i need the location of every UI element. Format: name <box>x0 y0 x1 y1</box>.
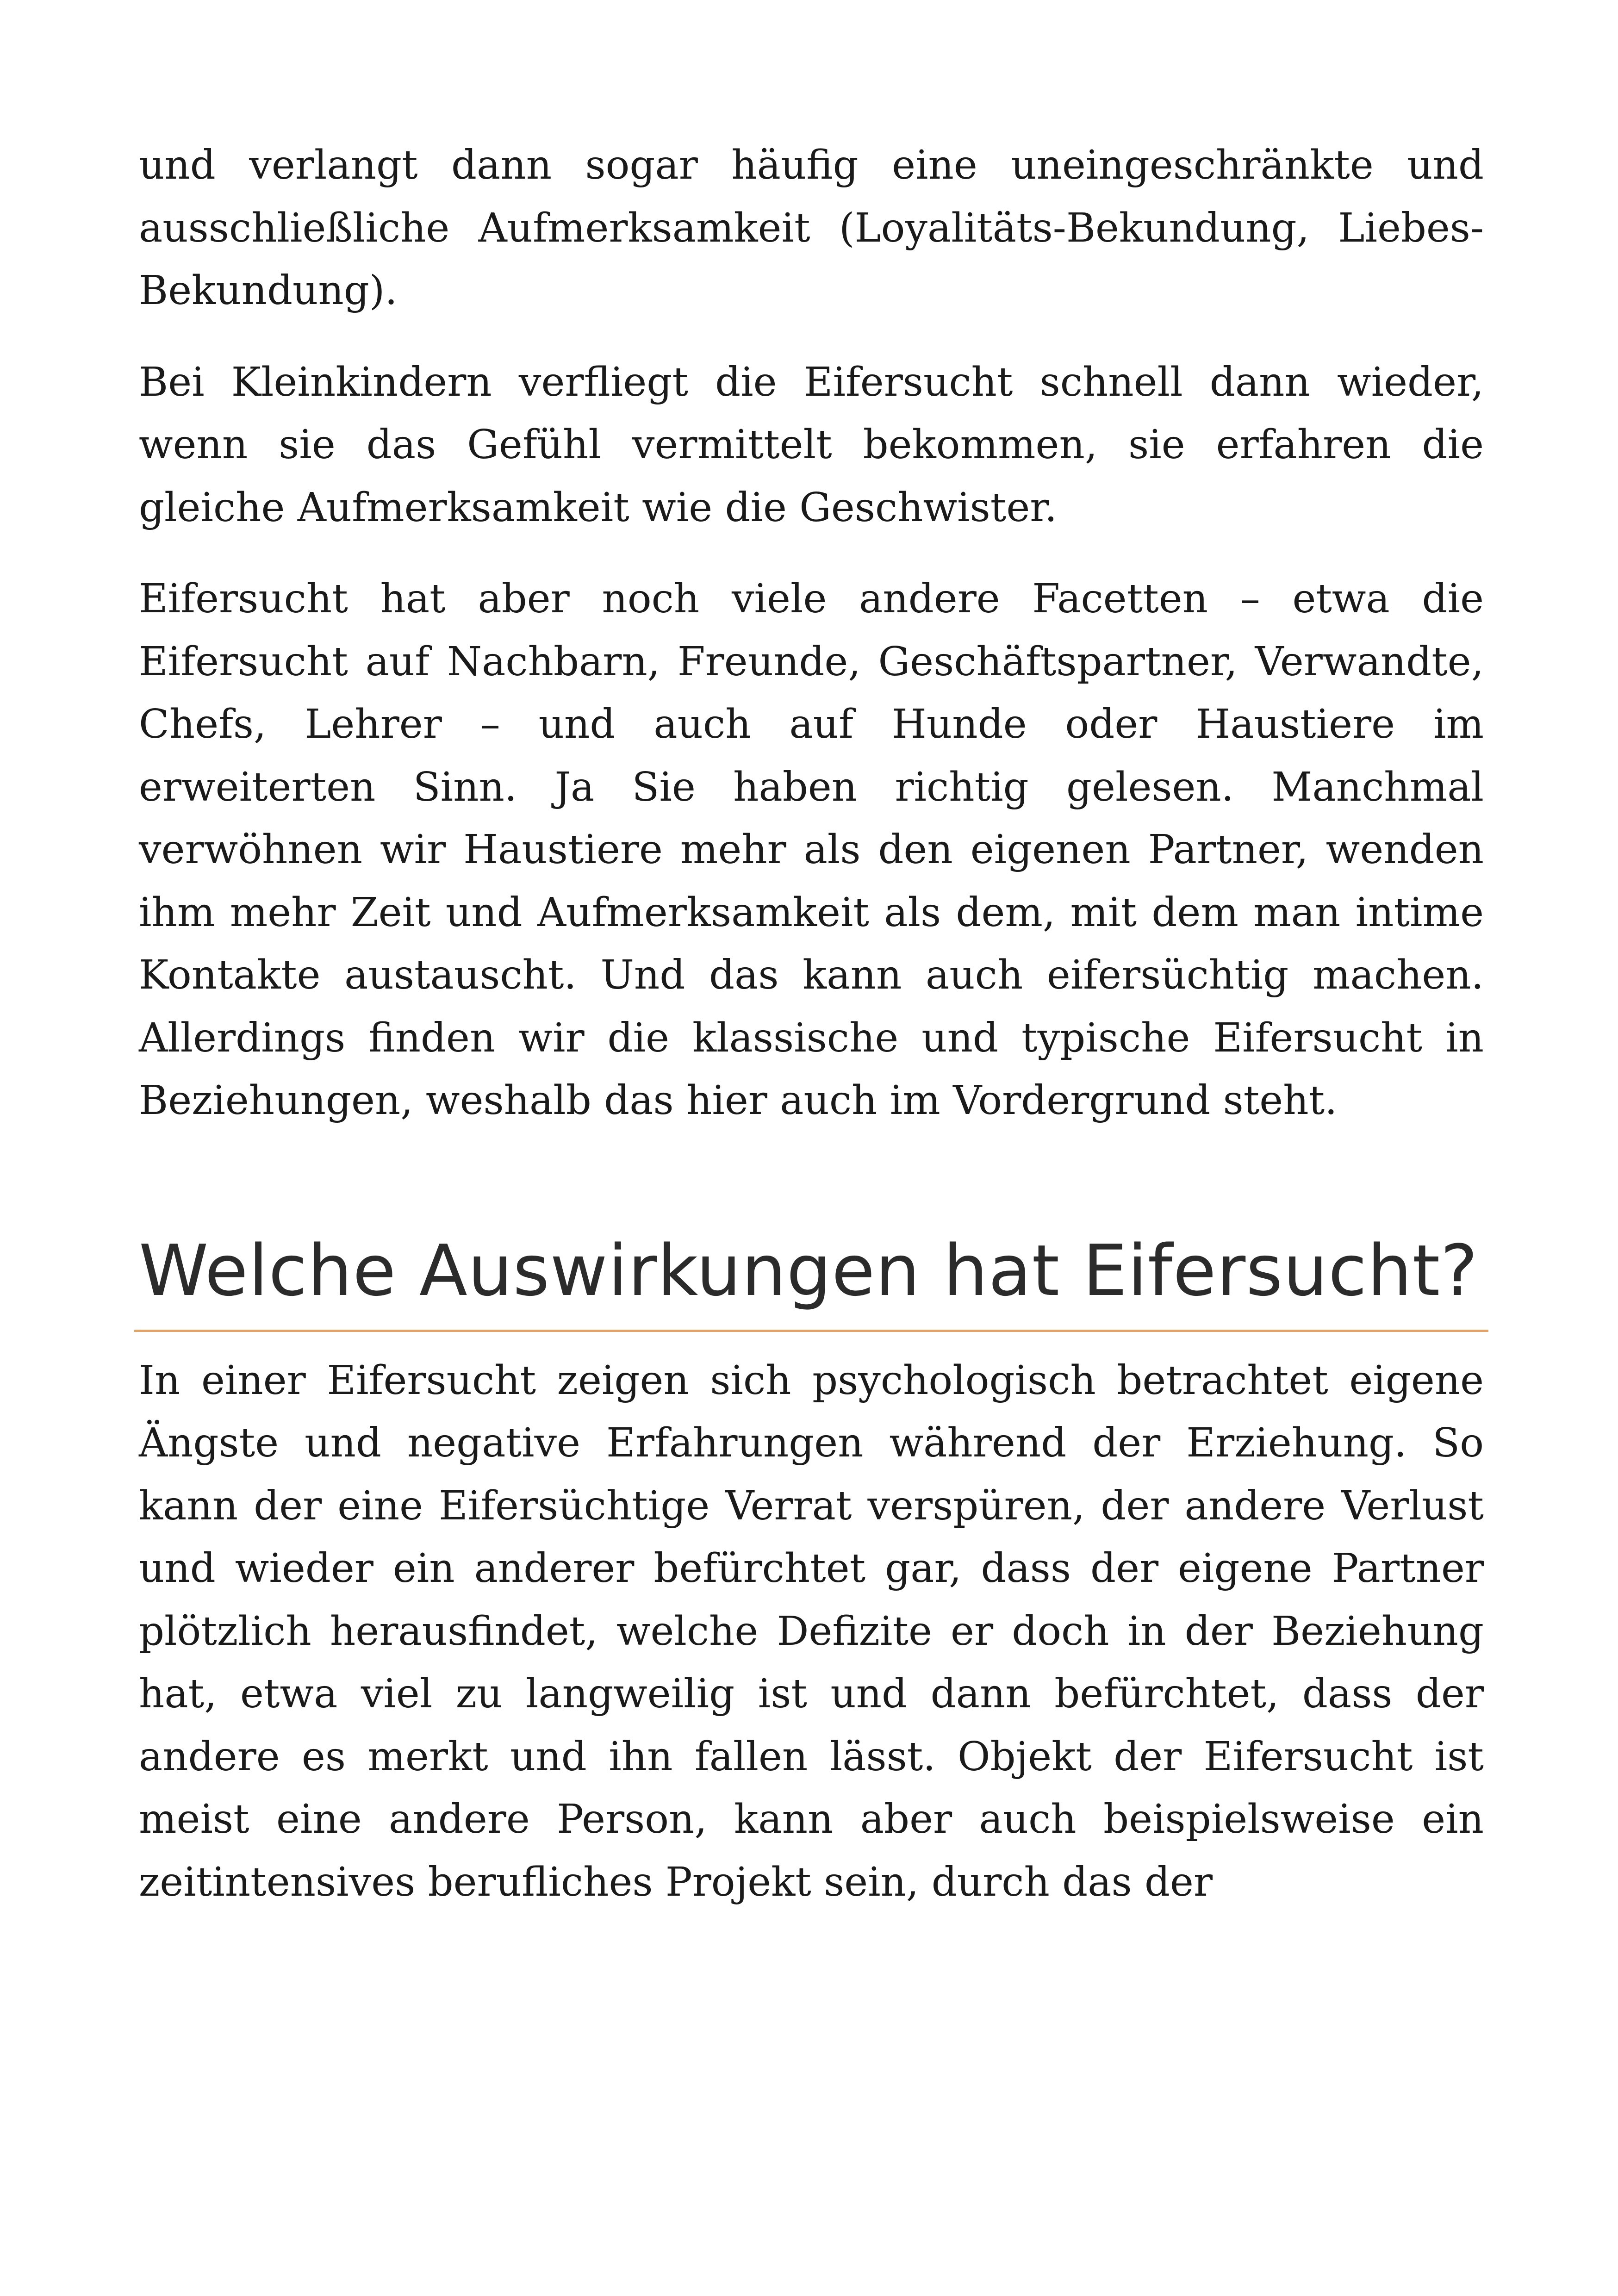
document-page <box>139 134 1484 1914</box>
paragraph-effects: In einer Eifersucht zeigen sich psychologisch betrachtet eigene Ängste und negative Erfahrungen während der Erziehung. So kann der eine Eifersüchtige Verrat verspüren, der andere Verlust und wieder ein anderer befürchtet gar, dass der eigene Partner plötzlich herausfindet, welche Defizite er doch in der Beziehung hat, etwa viel zu langweilig ist und dann befürchtet, dass der andere es merkt und ihn fallen lässt. Objekt der Eifersucht ist meist eine andere Person, kann aber auch beispielsweise ein zeitintensives berufliches Projekt sein, durch das der <box>139 1357 1484 1905</box>
paragraph-toddlers: Bei Kleinkindern verfliegt die Eifersucht schnell dann wieder, wenn sie das Gefühl vermittelt bekommen, sie erfahren die gleiche Aufmerksamkeit wie die Geschwister. <box>139 359 1484 531</box>
paragraph-loyalty: und verlangt dann sogar häufig eine uneingeschränkte und ausschließliche Aufmerksamkeit (Loyalitäts-Bekundung, Liebes-Bekundung). <box>139 142 1484 314</box>
paragraph-facets: Eifersucht hat aber noch viele andere Facetten – etwa die Eifersucht auf Nachbarn, Freunde, Geschäftspartner, Verwandte, Chefs, Lehrer – und auch auf Hunde oder Haustiere im erweiterten Sinn. Ja Sie haben richtig gelesen. Manchmal verwöhnen wir Haustiere mehr als den eigenen Partner, wenden ihm mehr Zeit und Aufmerksamkeit als dem, mit dem man intime Kontakte austauscht. Und das kann auch eifersüchtig machen. Allerdings finden wir die klassische und typische Eifersucht in Beziehungen, weshalb das hier auch im Vordergrund steht. <box>139 576 1484 1124</box>
section-heading: Welche Auswirkungen hat Eifersucht? <box>139 1229 1478 1312</box>
heading-rule-divider <box>134 1330 1488 1332</box>
